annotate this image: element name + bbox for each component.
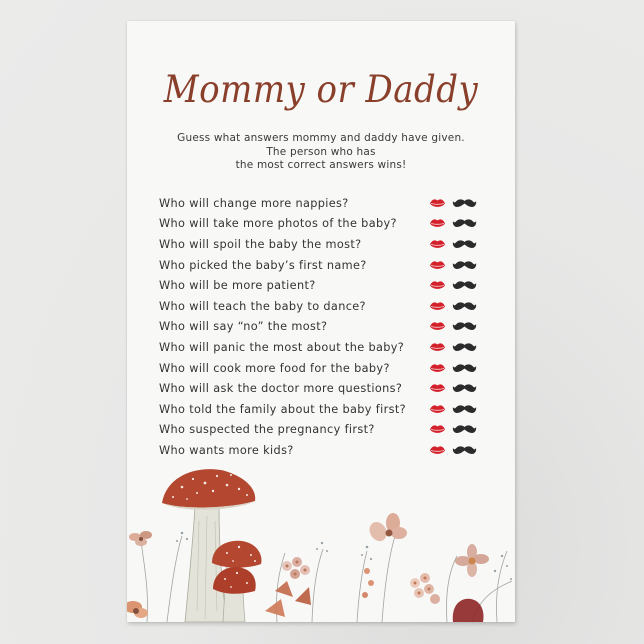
lips-icon	[429, 218, 446, 229]
instruction-line: The person who has	[266, 145, 376, 158]
question-row	[159, 440, 489, 461]
answer-icons	[429, 440, 477, 461]
answer-icons	[429, 193, 477, 214]
mustache-icon	[452, 424, 477, 435]
mustache-icon	[452, 198, 477, 209]
dark-red-bloom	[453, 599, 484, 622]
mustache-icon	[452, 404, 477, 415]
question-text: Who will change more nappies?	[159, 196, 349, 210]
question-text: Who suspected the pregnancy first?	[159, 423, 375, 437]
question-text: Who will say “no” the most?	[159, 320, 328, 334]
answer-icons	[429, 358, 477, 379]
question-text: Who will ask the doctor more questions?	[159, 382, 403, 396]
question-row	[159, 193, 489, 214]
mustache-icon	[452, 239, 477, 250]
mustache-icon	[452, 218, 477, 229]
answer-icons	[429, 275, 477, 296]
answer-icons	[429, 234, 477, 255]
question-text: Who will cook more food for the baby?	[159, 361, 390, 375]
game-card	[127, 21, 515, 622]
question-row	[159, 420, 489, 441]
instruction-line: Guess what answers mommy and daddy have given.	[177, 132, 465, 144]
lips-icon	[429, 260, 446, 271]
mustache-icon	[452, 280, 477, 291]
answer-icons	[429, 296, 477, 317]
question-row	[159, 234, 489, 255]
mustache-icon	[452, 301, 477, 312]
card-title: Mommy or Daddy	[163, 68, 479, 111]
question-row	[159, 358, 489, 379]
question-text: Who will take more photos of the baby?	[159, 217, 397, 231]
question-text: Who will be more patient?	[159, 279, 316, 293]
lips-icon	[429, 342, 446, 353]
answer-icons	[429, 255, 477, 276]
lips-icon	[429, 239, 446, 250]
answer-icons	[429, 399, 477, 420]
lips-icon	[429, 321, 446, 332]
question-row	[159, 255, 489, 276]
mustache-icon	[452, 363, 477, 374]
question-row	[159, 317, 489, 338]
lips-icon	[429, 404, 446, 415]
answer-icons	[429, 378, 477, 399]
lips-icon	[429, 445, 446, 456]
question-row	[159, 337, 489, 358]
question-row	[159, 214, 489, 235]
mushroom-floral-illustration	[127, 461, 515, 622]
question-text: Who wants more kids?	[159, 443, 294, 457]
mustache-icon	[452, 321, 477, 332]
lips-icon	[429, 280, 446, 291]
question-text: Who will panic the most about the baby?	[159, 340, 405, 354]
question-row	[159, 378, 489, 399]
answer-icons	[429, 214, 477, 235]
instruction-line: the most correct answers wins!	[235, 159, 407, 171]
question-text: Who will spoil the baby the most?	[159, 237, 362, 251]
question-row	[159, 275, 489, 296]
flower-cluster	[127, 513, 489, 622]
answer-icons	[429, 420, 477, 441]
answer-icons	[429, 317, 477, 338]
question-text: Who will teach the baby to dance?	[159, 299, 366, 313]
lips-icon	[429, 301, 446, 312]
question-row	[159, 296, 489, 317]
mustache-icon	[452, 260, 477, 271]
mustache-icon	[452, 342, 477, 353]
lips-icon	[429, 424, 446, 435]
lips-icon	[429, 363, 446, 374]
question-row	[159, 399, 489, 420]
lips-icon	[429, 383, 446, 394]
answer-icons	[429, 337, 477, 358]
question-text: Who told the family about the baby first?	[159, 402, 406, 416]
mustache-icon	[452, 445, 477, 456]
card-instructions	[127, 132, 515, 173]
question-list	[159, 193, 489, 461]
question-text: Who picked the baby’s first name?	[159, 258, 367, 272]
lips-icon	[429, 198, 446, 209]
mustache-icon	[452, 383, 477, 394]
